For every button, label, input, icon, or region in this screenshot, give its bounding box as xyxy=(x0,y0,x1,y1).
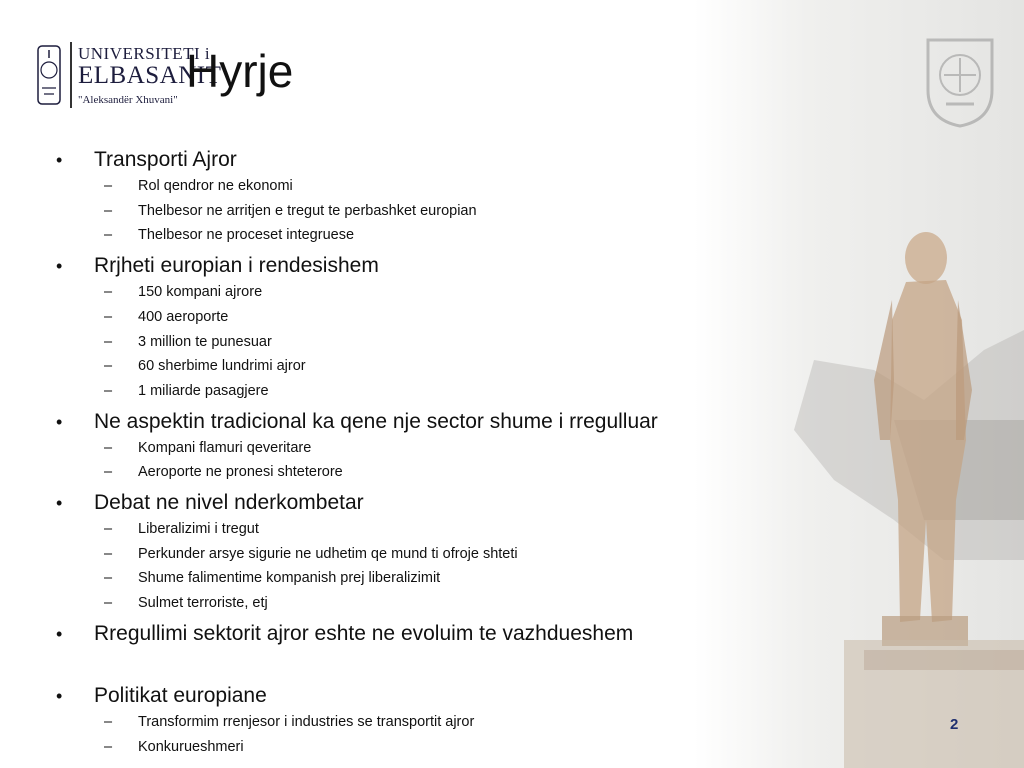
dash-icon: – xyxy=(104,570,113,587)
sub-bullet-text: Konkurueshmeri xyxy=(138,738,244,755)
sub-bullet-item xyxy=(56,174,736,199)
bullet-icon: • xyxy=(56,685,63,706)
dash-icon: – xyxy=(104,178,113,194)
sub-bullet-text: Sulmet terroriste, etj xyxy=(138,595,268,612)
sub-bullet-text: 400 aeroporte xyxy=(138,308,229,325)
sub-bullet-item xyxy=(56,280,736,305)
dash-icon: – xyxy=(104,227,113,244)
sub-bullet-item xyxy=(56,566,736,591)
logo-divider xyxy=(70,42,72,108)
slide-title: Hyrje xyxy=(186,45,294,97)
dash-icon: – xyxy=(104,521,113,538)
dash-icon: – xyxy=(104,545,113,562)
sub-bullet-text: 1 miliarde pasagjere xyxy=(138,382,269,399)
sub-bullet-item xyxy=(56,330,736,355)
dash-icon: – xyxy=(104,738,113,755)
sub-bullet-text: Transformim rrenjesor i industries se transportit ajror xyxy=(138,713,475,730)
sub-bullet-item xyxy=(56,354,736,379)
sub-bullet-text: Shume falimentime kompanish prej liberalizimit xyxy=(138,570,441,587)
sub-bullet-item xyxy=(56,379,736,404)
dash-icon: – xyxy=(104,333,113,350)
sub-bullet-item xyxy=(56,591,736,616)
dash-icon: – xyxy=(104,464,113,481)
sub-bullet-item xyxy=(56,542,736,567)
sub-bullet-item xyxy=(56,735,736,760)
bullet-content xyxy=(56,142,736,759)
sub-bullet-item xyxy=(56,305,736,330)
university-logo xyxy=(32,40,222,112)
bullet-item xyxy=(56,408,736,436)
bullet-item xyxy=(56,620,736,648)
bullet-icon: • xyxy=(56,493,63,514)
bullet-text: Rrjheti europian i rendesishem xyxy=(94,254,379,278)
sub-bullet-item xyxy=(56,517,736,542)
bullet-item xyxy=(56,682,736,710)
dash-icon: – xyxy=(104,358,113,375)
sub-bullet-text: Perkunder arsye sigurie ne udhetim qe mund ti ofroje shteti xyxy=(138,545,518,562)
dash-icon: – xyxy=(104,439,113,456)
bullet-text: Politikat europiane xyxy=(94,683,267,707)
dash-icon: – xyxy=(104,308,113,325)
sub-bullet-text: Thelbesor ne arritjen e tregut te perbashket europian xyxy=(138,202,477,219)
dash-icon: – xyxy=(104,202,113,219)
logo-text-line2: ELBASANIT xyxy=(78,62,222,89)
watermark-seal-icon xyxy=(918,30,1002,130)
sub-bullet-text: Kompani flamuri qeveritare xyxy=(138,439,312,456)
sub-bullet-text: 60 sherbime lundrimi ajror xyxy=(138,358,306,375)
sub-bullet-item xyxy=(56,223,736,248)
sub-bullet-text: 3 million te punesuar xyxy=(138,333,272,350)
bullet-text: Debat ne nivel nderkombetar xyxy=(94,491,364,515)
spacer xyxy=(56,648,736,678)
sub-bullet-text: Aeroporte ne pronesi shteterore xyxy=(138,464,343,481)
bullet-icon: • xyxy=(56,150,63,170)
sub-bullet-item xyxy=(56,199,736,224)
bullet-text: Rregullimi sektorit ajror eshte ne evoluim te vazhdueshem xyxy=(94,621,634,645)
bullet-item xyxy=(56,489,736,517)
logo-text-line3: "Aleksandër Xhuvani" xyxy=(78,94,178,106)
university-seal-icon xyxy=(32,40,66,110)
sub-bullet-item xyxy=(56,460,736,485)
dash-icon: – xyxy=(104,284,113,301)
bullet-item xyxy=(56,252,736,280)
dash-icon: – xyxy=(104,713,113,730)
bullet-item xyxy=(56,146,736,174)
bullet-icon: • xyxy=(56,623,63,644)
sub-bullet-item xyxy=(56,710,736,735)
bullet-text: Ne aspektin tradicional ka qene nje sector shume i rregulluar xyxy=(94,409,658,433)
page-number: 2 xyxy=(950,716,959,733)
sub-bullet-text: 150 kompani ajrore xyxy=(138,284,263,301)
sub-bullet-text: Rol qendror ne ekonomi xyxy=(138,178,293,194)
sub-bullet-item xyxy=(56,436,736,461)
bullet-text: Transporti Ajror xyxy=(94,148,237,171)
sub-bullet-text: Thelbesor ne proceset integruese xyxy=(138,227,355,244)
bullet-icon: • xyxy=(56,411,63,432)
dash-icon: – xyxy=(104,382,113,399)
logo-text-line1: UNIVERSITETI i xyxy=(78,44,211,63)
sub-bullet-text: Liberalizimi i tregut xyxy=(138,521,259,538)
dash-icon: – xyxy=(104,595,113,612)
bullet-icon: • xyxy=(56,256,63,277)
